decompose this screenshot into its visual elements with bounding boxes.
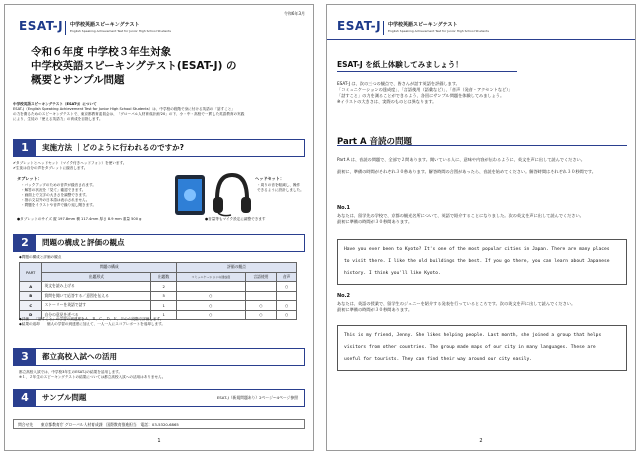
- section-number: 3: [14, 349, 36, 365]
- tablet-feature: ・指示文以外の日本語は表示されません。: [21, 198, 90, 202]
- tablet-feature: ・解答の状況を「見て」確認できます。: [21, 188, 86, 192]
- table-caption: ◆問題の構成と評価の観点: [19, 255, 62, 259]
- eval-cell: [245, 291, 277, 301]
- table-header: 出題形式: [42, 272, 151, 282]
- passage-line: to visit there. I like the old buildings the best. If you go there, you can learn about Japanese: [344, 259, 610, 264]
- page-2-intro: [337, 81, 627, 105]
- tablet-feature: ・バックアップのための音声が録音されます。: [21, 183, 96, 187]
- title-line-2: 中学校英語スピーキングテスト(ESAT-J) の: [31, 60, 237, 72]
- headset-image: [211, 171, 253, 219]
- headset-feature: ・周りの音を軽減し、操作: [257, 183, 301, 187]
- section-number: 4: [14, 390, 36, 406]
- intro-line: 「話すこと」の力を測ることができるよう、各回にサンプル問題を体験してみましょう。: [337, 93, 505, 98]
- count-cell: 1: [151, 310, 177, 320]
- intro-text: [13, 102, 305, 122]
- eval-cell: ○: [177, 291, 246, 301]
- part-cell: D: [20, 310, 42, 320]
- headset-feature: できるように設計しました。: [257, 188, 304, 192]
- tablet-feature-list: [21, 183, 171, 208]
- eval-cell: ○: [277, 310, 297, 320]
- page-2-header: [327, 13, 635, 40]
- desc-line: あなたは、英語の授業で、留学生のジェニーを紹介する発表を行っているところです。次の英文を声に出して読んでください。: [337, 301, 576, 306]
- part-cell: A: [20, 282, 42, 292]
- intro-line: により、生徒の「使える英語力」の育成を目指します。: [13, 117, 103, 121]
- section-title: 都立高校入試への活用: [42, 352, 117, 361]
- question-2-description: [337, 301, 627, 313]
- part-cell: B: [20, 291, 42, 301]
- passage-line: Have you ever been to Kyoto? It's one of the most popular cities in Japan. There are many places: [344, 247, 610, 252]
- part-cell: C: [20, 301, 42, 311]
- form-cell: 自分の意見を述べる: [42, 310, 151, 320]
- tablet-size-note: ●タブレットのサイズ 縦 197.8mm 横 117.4mm 厚さ 8.9 mm 重量 500 g: [17, 217, 142, 221]
- intro-line: ESAT-J は、次の三つの観点で、皆さんが話す英語を評価します。: [337, 81, 460, 86]
- issue-date: 令和6年3月: [283, 11, 305, 16]
- count-cell: 1: [151, 301, 177, 311]
- section-2-header: [13, 234, 305, 252]
- table-group-header: 問題の構成: [42, 263, 177, 273]
- section-number: 1: [14, 140, 36, 156]
- question-1-description: [337, 213, 627, 225]
- method-line: ✔タブレットとヘッドセット（マイク付きヘッドフォン）を使います。: [13, 161, 127, 165]
- desc-line: Part A は、音読の問題で、全部で２問あります。聞いている人に、意味や内容が伝わるように、英文を声に出して読んでください。: [337, 157, 585, 162]
- form-cell: 英文を読み上げる: [42, 282, 151, 292]
- section-4-header: [13, 389, 305, 407]
- tablet-feature: ・画面上で文字の大きさを調整できます。: [21, 193, 89, 197]
- count-cell: 5: [151, 291, 177, 301]
- count-cell: 2: [151, 282, 177, 292]
- part-a-title: Part A 音読の問題: [337, 137, 412, 147]
- eval-cell: ○: [177, 310, 246, 320]
- sample-reference: ESAT-J（新規問題あり）2ページ～4ページ参照: [216, 395, 298, 400]
- desc-line: 最初に準備の時間が３０秒間あります。: [337, 219, 413, 224]
- table-row: [20, 282, 297, 292]
- desc-line: 最初に準備の時間が３０秒間あります。: [337, 307, 413, 312]
- table-header: コミュニケーションの達成度: [177, 272, 246, 282]
- page-1: [4, 4, 314, 451]
- title-line-1: 令和６年度 中学校３年生対象: [31, 46, 172, 58]
- note-line: ※１、２年生のスピーキングテストの結果については都立高校入試への活用はありません。: [19, 375, 166, 379]
- page-title: [31, 45, 291, 87]
- intro-line: ※イラストの大きさは、実際のものとは異なります。: [337, 99, 437, 104]
- eval-cell: [177, 282, 246, 292]
- form-cell: ストーリーを英語で話す: [42, 301, 151, 311]
- section-number: 2: [14, 235, 36, 251]
- table-row: [20, 291, 297, 301]
- passage-line: visitors from other countries. The group made maps of our city in many languages. These are: [344, 345, 596, 350]
- note-line: ◆結果の返却 個人の学習の到達度に加えて、一人一人にスコアレポートを返却します。: [19, 322, 166, 326]
- table-header: PART: [20, 263, 42, 282]
- esat-logo: ESAT-J: [19, 19, 64, 33]
- page-number: 2: [479, 438, 483, 444]
- evaluation-notes: [19, 317, 305, 327]
- table-header: 言語使用: [245, 272, 277, 282]
- eval-cell: ○: [177, 301, 246, 311]
- eval-cell: [277, 291, 297, 301]
- tablet-label: タブレット：: [17, 176, 42, 181]
- table-header: 出題数: [151, 272, 177, 282]
- tablet-image: [173, 173, 207, 217]
- form-cell: 質問を聞いて応答する／意図を伝える: [42, 291, 151, 301]
- title-line-3: 概要とサンプル問題: [31, 74, 125, 86]
- headset-label: ヘッドセット：: [255, 176, 285, 181]
- section-title: サンプル問題: [42, 393, 87, 402]
- method-line: ✔生徒は自分の声をタブレットに録音します。: [13, 166, 88, 170]
- volume-note: ●音量等もマイク設定に調整できます: [205, 217, 266, 221]
- note-line: ◆評価 「話すこと」の学習の到達度をＡ、Ｂ、Ｃ、Ｄ、Ｅ、Ｆの６段階で評価します。: [19, 317, 164, 321]
- page-number: 1: [157, 438, 161, 444]
- logo-divider: [65, 21, 66, 35]
- section-1-header: [13, 139, 305, 157]
- section-3-body: [19, 370, 305, 380]
- question-1-label: No.1: [337, 205, 350, 211]
- logo-subtitle-en: English Speaking Achievement Test for Junior High School Students: [388, 29, 489, 33]
- table-row: [20, 301, 297, 311]
- note-line: 都立高校入試では、中学校3年生のESAT-Jの結果を活用します。: [19, 370, 123, 374]
- table-group-header: 評価の観点: [177, 263, 297, 273]
- section-title: 実施方法 ｜どのように行われるのですか?: [42, 143, 184, 152]
- eval-cell: ○: [245, 301, 277, 311]
- logo-subtitle: 中学校英語スピーキングテスト: [388, 22, 458, 28]
- heading-underline: [337, 71, 517, 72]
- passage-line: useful for tourists. They can find their way around our city easily.: [344, 357, 533, 362]
- intro-line: 「コミュニケーションの達成度」、「言語使用（語彙など）」、「音声（発音・アクセントなど）」: [337, 87, 513, 92]
- question-2-label: No.2: [337, 293, 350, 299]
- eval-cell: ○: [277, 282, 297, 292]
- page-2-heading: ESAT-J を紙上体験してみましょう！: [337, 60, 463, 69]
- desc-line: あなたは、留学先の学校で、京都の観光名所について、英語で紹介することになりました。次の英文を声に出して読んでください。: [337, 213, 584, 218]
- desc-line: 最初に、準備の時間がそれぞれ３０秒あります。解答時間の合図があったら、音読を始めてください。解答時間はそれぞれ３０秒間です。: [337, 169, 596, 174]
- table-header: 音声: [277, 272, 297, 282]
- eval-cell: ○: [245, 310, 277, 320]
- question-1-passage: [337, 239, 627, 285]
- logo-subtitle: 中学校英語スピーキングテスト: [70, 22, 140, 28]
- headset-feature-list: [257, 183, 313, 193]
- passage-line: history. I think you'll like Kyoto.: [344, 271, 441, 276]
- logo-divider: [383, 21, 384, 35]
- intro-line: の力を測るためのスピーキングテストで、東京都教育委員会は、「グローバル人材育成計画'20」の下、小・中・高校で一貫した英語教育の実践: [13, 112, 245, 116]
- tablet-feature: ・問題をイラストや音声で繰り返し聞きます。: [21, 203, 97, 207]
- evaluation-table: [19, 262, 297, 320]
- part-a-header: [337, 129, 627, 146]
- section-title: 問題の構成と評価の観点: [42, 238, 125, 247]
- logo-subtitle-en: English Speaking Achievement Test for Junior High School Students: [70, 29, 171, 33]
- eval-cell: [245, 282, 277, 292]
- esat-logo: ESAT-J: [337, 19, 382, 33]
- section-1-body: [13, 161, 305, 171]
- question-2-passage: [337, 325, 627, 371]
- intro-line: ESAT-J（English Speaking Achievement Test for Junior High School Students）は、中学校の段階で身に付ける英語の「話すこと」: [13, 107, 235, 111]
- intro-heading: 中学校英語スピーキングテスト（ESAT-J）について: [13, 102, 97, 106]
- passage-line: This is my friend, Jenny. She likes helping people. Last month, she joined a group that helps: [344, 333, 602, 338]
- eval-cell: ○: [277, 301, 297, 311]
- part-a-description: [337, 157, 627, 175]
- section-3-header: [13, 348, 305, 366]
- contact-footer: 問合せ先 東京都教育庁 グローバル人材育成課 国際教育推進担当 電話：03-5320-6865: [13, 419, 305, 429]
- page-2: [326, 4, 636, 451]
